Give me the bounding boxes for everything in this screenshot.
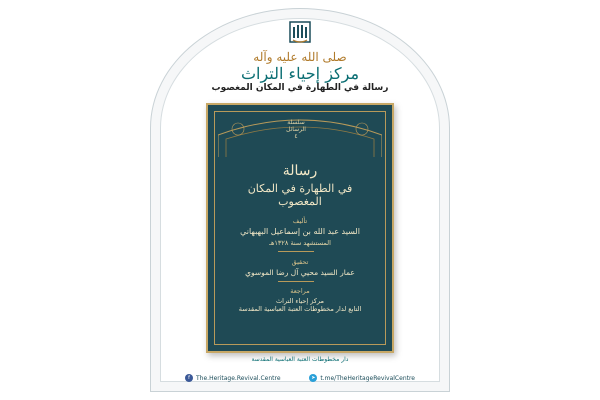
author-label: تأليف [292, 217, 308, 225]
book-subtitle: رسالة في الطهارة في المكان المغصوب [211, 83, 389, 93]
review-label: مراجعة [290, 287, 310, 295]
editor-name: عمار السيد محيي آل رضا الموسوي [245, 268, 355, 277]
divider [278, 281, 314, 282]
editor-label: تحقيق [291, 258, 309, 266]
book-title [226, 163, 374, 208]
author-death: المستشهد سنة ١٣٢٨هـ [269, 239, 331, 247]
brand-title: مركز إحياء التراث [240, 64, 360, 83]
facebook-handle: The.Heritage.Revival.Centre [196, 374, 281, 382]
series-label: سلسلة الرسائل [286, 119, 306, 133]
centre-logo-icon [284, 18, 316, 46]
series-number: ٤ [294, 133, 298, 140]
telegram-icon: ➤ [311, 374, 316, 381]
author-name: السيد عبد الله بن إسماعيل البهبهاني [240, 227, 360, 236]
brand-calligraphy: صلى الله عليه وآله [253, 50, 347, 64]
review-line1: مركز إحياء التراث [276, 297, 324, 305]
review-text [226, 297, 374, 314]
book-title-line2: في الطهارة في المكان المغصوب [247, 181, 353, 208]
review-line2: التابع لدار مخطوطات العتبة العباسية المقدسة [238, 305, 362, 314]
series-badge [278, 119, 314, 140]
footer-links [185, 370, 415, 386]
telegram-url: t.me/TheHeritageRevivalCentre [320, 374, 415, 382]
book-title-line1: رسالة [282, 163, 318, 179]
book-cover [206, 103, 394, 353]
facebook-link[interactable] [185, 374, 281, 382]
telegram-link[interactable] [309, 374, 415, 382]
divider [278, 251, 314, 252]
footer-arabic: دار مخطوطات العتبة العباسية المقدسة [251, 356, 349, 363]
facebook-icon: f [185, 374, 193, 382]
